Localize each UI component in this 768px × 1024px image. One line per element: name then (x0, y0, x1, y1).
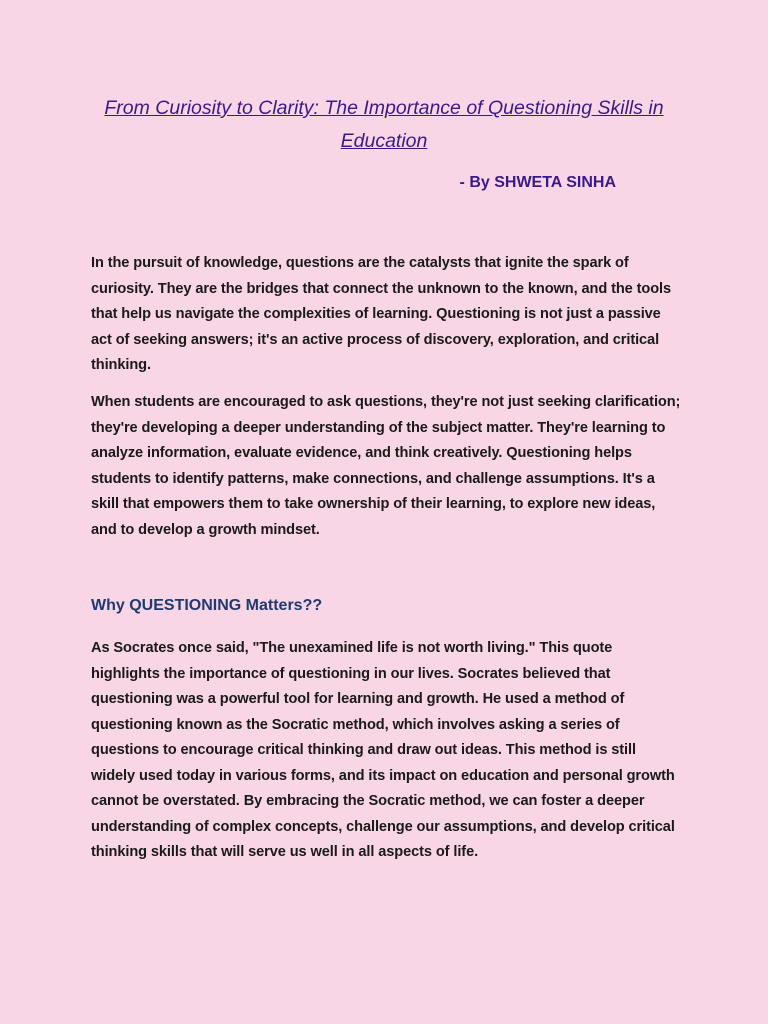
section-heading: Why QUESTIONING Matters?? (91, 597, 323, 614)
document-title: From Curiosity to Clarity: The Importance of Questioning Skills in Education (104, 97, 664, 152)
socrates-paragraph: As Socrates once said, "The unexamined life is not worth living." This quote highlights the importance of questioning in our lives. Socrates believed that questioning was a powerful tool for learning and growth. He used a method of questioning known as the Socratic method, which involves asking a series of questions to encourage critical thinking and draw out ideas. This method is still widely used today in various forms, and its impact on education and personal growth cannot be overstated. By embracing the Socratic method, we can foster a deeper understanding of complex concepts, challenge our assumptions, and develop critical thinking skills that will serve us well in all aspects of life. (91, 640, 675, 860)
students-paragraph: When students are encouraged to ask questions, they're not just seeking clarification; they're developing a deeper understanding of the subject matter. They're learning to analyze information, evaluate evidence, and think creatively. Questioning helps students to identify patterns, make connections, and challenge assumptions. It's a skill that empowers them to take ownership of their learning, to explore new ideas, and to develop a growth mindset. (91, 394, 681, 538)
author-byline: - By SHWETA SINHA (459, 174, 616, 191)
intro-paragraph: In the pursuit of knowledge, questions are the catalysts that ignite the spark of curiosity. They are the bridges that connect the unknown to the known, and the tools that help us navigate the complexities of learning. Questioning is not just a passive act of seeking answers; it's an active process of discovery, exploration, and critical thinking. (91, 255, 671, 373)
